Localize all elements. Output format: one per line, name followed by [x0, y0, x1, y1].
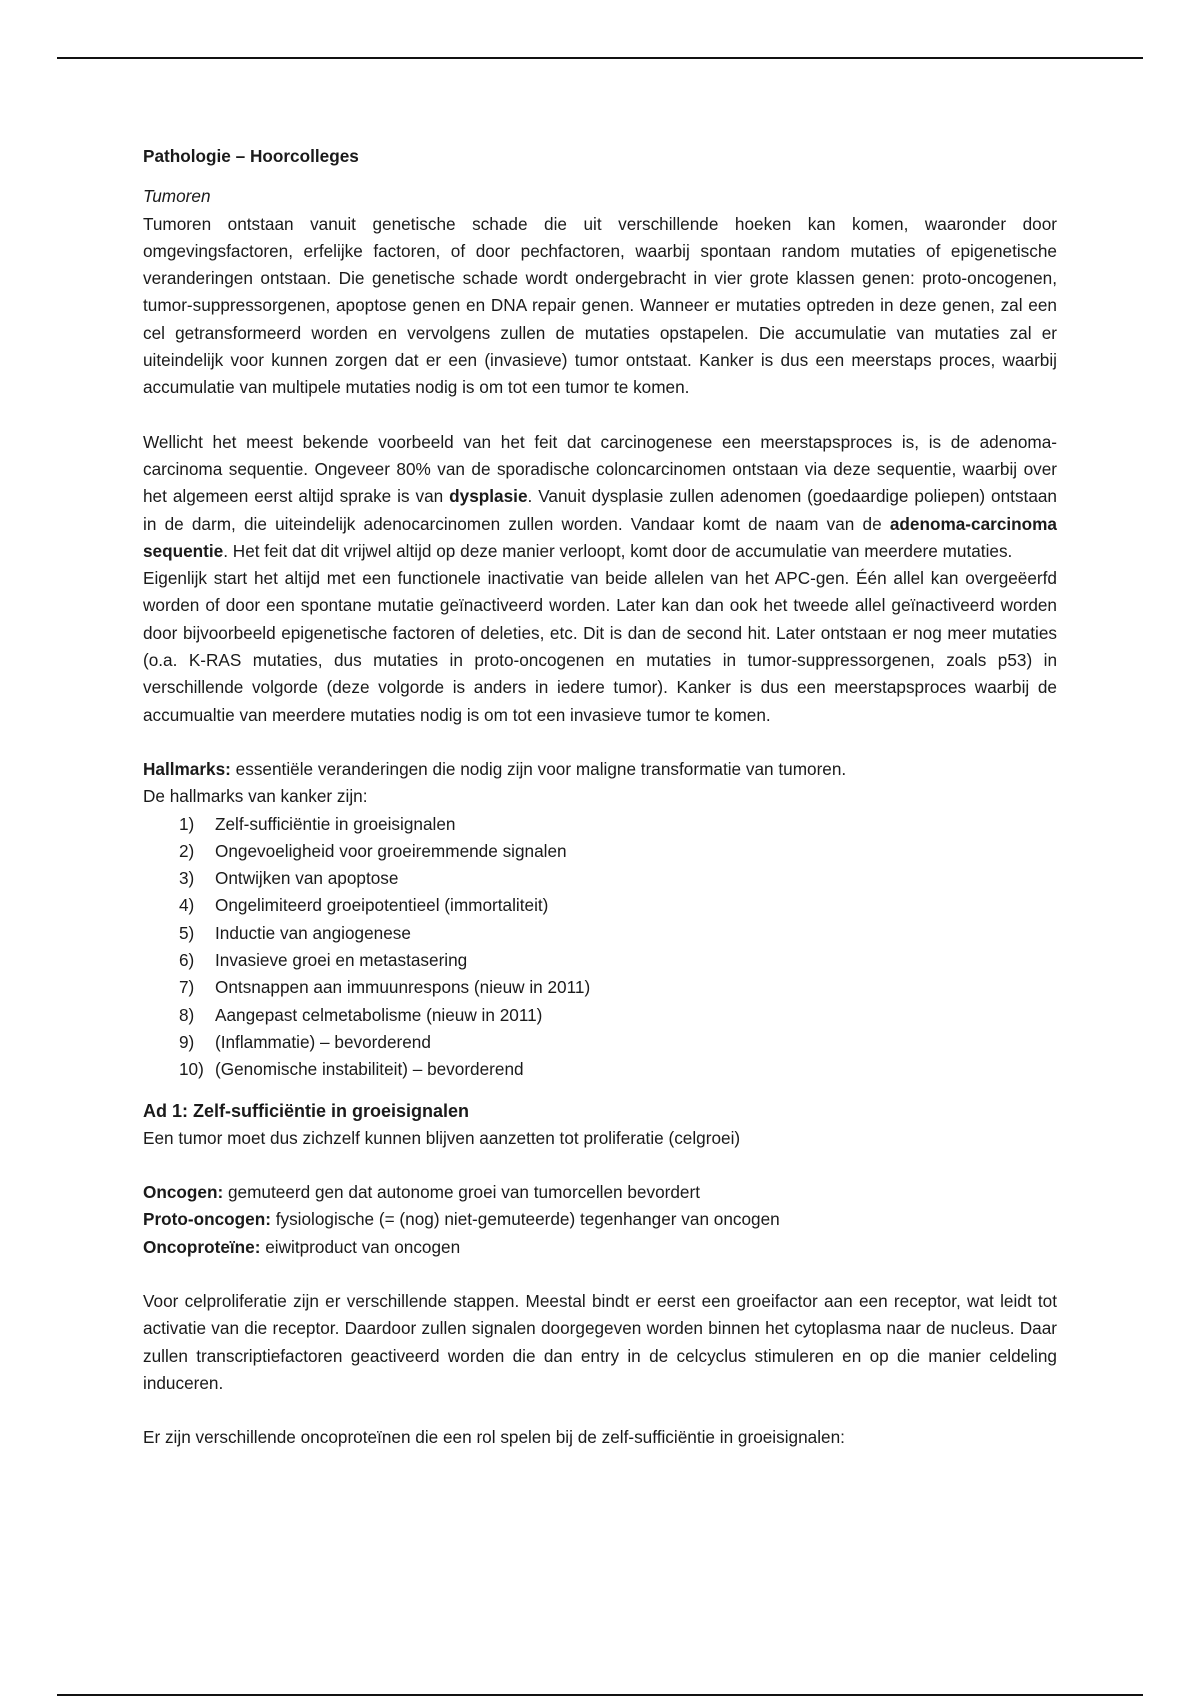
- document-title: Pathologie – Hoorcolleges: [143, 146, 359, 166]
- list-item: [179, 947, 1057, 974]
- bold-term-dysplasie: dysplasie: [449, 486, 528, 507]
- list-item-number: 9): [179, 1031, 195, 1052]
- list-item-text: Aangepast celmetabolisme (nieuw in 2011): [215, 1004, 543, 1025]
- list-item-number: 2): [179, 840, 195, 861]
- list-item: [179, 811, 1057, 838]
- paragraph-ad1-2: Er zijn verschillende oncoproteïnen die een rol spelen bij de zelf-sufficiëntie in groeisignalen:: [143, 1427, 845, 1448]
- list-item: [179, 974, 1057, 1001]
- paragraph-tumoren-2: [143, 429, 1057, 565]
- list-item-text: Zelf-sufficiëntie in groeisignalen: [215, 813, 456, 834]
- list-item-text: Ongelimiteerd groeipotentieel (immortaliteit): [215, 895, 549, 916]
- list-item-number: 3): [179, 868, 195, 889]
- paragraph-tumoren-3: Eigenlijk start het altijd met een functionele inactivatie van beide allelen van het APC-gen. Één allel kan overgeëerfd worden of door een spontane mutatie geïnactiveerd worden. Later kan dan ook het tweede allel geïnactiveerd worden door bijvoorbeeld epigenetische factoren of deleties, etc. Dit is dan de second hit. Later ontstaan er nog meer mutaties (o.a. K-RAS mutaties, dus mutaties in proto-oncogenen en mutaties in tumor-suppressorgenen, zoals p53) in verschillende volgorde (deze volgorde is anders in iedere tumor). Kanker is dus een meerstapsproces waarbij de accumualtie van meerdere mutaties nodig is om tot een invasieve tumor te komen.: [143, 568, 1057, 725]
- footer-rule: [57, 1694, 1143, 1696]
- list-item: [179, 1029, 1057, 1056]
- definition-oncoproteine: [143, 1234, 1057, 1261]
- list-item: [179, 1002, 1057, 1029]
- definition-text: fysiologische (= (nog) niet-gemuteerde) tegenhanger van oncogen: [270, 1209, 780, 1230]
- text-run: Wellicht het meest bekende voorbeeld van het feit dat carcinogenese een meerstapsproces is, is de adenoma-carcinoma sequentie. Ongeveer 80% van de sporadische coloncarcinomen ontstaan via deze sequentie, waarbij over het algemeen eerst altijd sprake is van: [143, 431, 1057, 507]
- section-heading-ad1: Ad 1: Zelf-sufficiëntie in groeisignalen: [143, 1100, 470, 1121]
- hallmarks-definition: [143, 756, 1057, 783]
- list-item: [179, 838, 1057, 865]
- paragraph-tumoren-1: Tumoren ontstaan vanuit genetische schade die uit verschillende hoeken kan komen, waaronder door omgevingsfactoren, erfelijke factoren, of door pechfactoren, waarbij spontaan random mutaties of epigenetische veranderingen ontstaan. Die genetische schade wordt ondergebracht in vier grote klassen genen: proto-oncogenen, tumor-suppressorgenen, apoptose genen en DNA repair genen. Wanneer er mutaties optreden in deze genen, zal een cel getransformeerd worden en vervolgens zullen de mutaties opstapelen. Die accumulatie van mutaties zal er uiteindelijk voor kunnen zorgen dat er een (invasieve) tumor ontstaat. Kanker is dus een meerstaps proces, waarbij accumulatie van multipele mutaties nodig is om tot een tumor te komen.: [143, 213, 1057, 398]
- list-item-text: Ongevoeligheid voor groeiremmende signalen: [215, 840, 567, 861]
- definition-text: eiwitproduct van oncogen: [260, 1236, 461, 1257]
- list-item-number: 4): [179, 895, 195, 916]
- ad1-intro: Een tumor moet dus zichzelf kunnen blijven aanzetten tot proliferatie (celgroei): [143, 1127, 741, 1148]
- list-item-number: 5): [179, 922, 195, 943]
- list-item-number: 1): [179, 813, 195, 834]
- header-rule: [57, 57, 1143, 59]
- list-item-number: 8): [179, 1004, 195, 1025]
- definition-text: gemuteerd gen dat autonome groei van tumorcellen bevordert: [223, 1182, 700, 1203]
- list-item-text: (Genomische instabiliteit) – bevorderend: [215, 1059, 524, 1080]
- definition-proto-oncogen: [143, 1206, 1057, 1233]
- list-item: [179, 1056, 1057, 1083]
- hallmarks-definition-text: essentiële veranderingen die nodig zijn voor maligne transformatie van tumoren.: [230, 758, 847, 779]
- list-item: [179, 920, 1057, 947]
- definition-oncogen: [143, 1179, 1057, 1206]
- hallmarks-list: [143, 811, 1057, 1084]
- section-subtitle-tumoren: Tumoren: [143, 186, 211, 207]
- text-run: . Het feit dat dit vrijwel altijd op deze manier verloopt, komt door de accumulatie van meerdere mutaties.: [223, 540, 1013, 561]
- list-item-number: 6): [179, 950, 195, 971]
- hallmarks-label: Hallmarks:: [143, 758, 231, 779]
- list-item-text: Invasieve groei en metastasering: [215, 950, 468, 971]
- text-run: . Vanuit dysplasie zullen adenomen (goedaardige poliepen) ontstaan in de darm, die uiteindelijk adenocarcinomen zullen worden. Vandaar komt de naam van de: [143, 486, 1057, 534]
- list-item-text: Ontsnappen aan immuunrespons (nieuw in 2011): [215, 977, 591, 998]
- list-item-text: (Inflammatie) – bevorderend: [215, 1031, 431, 1052]
- definition-term: Oncoproteïne:: [143, 1236, 261, 1257]
- list-item-number: 7): [179, 977, 195, 998]
- document-body: [143, 143, 1057, 1451]
- list-item: [179, 865, 1057, 892]
- hallmarks-intro: De hallmarks van kanker zijn:: [143, 786, 368, 807]
- list-item: [179, 892, 1057, 919]
- definition-term: Oncogen:: [143, 1182, 224, 1203]
- paragraph-ad1-1: Voor celproliferatie zijn er verschillende stappen. Meestal bindt er eerst een groeifactor aan een receptor, wat leidt tot activatie van die receptor. Daardoor zullen signalen doorgegeven worden binnen het cytoplasma naar de nucleus. Daar zullen transcriptiefactoren geactiveerd worden die dan entry in de celcyclus stimuleren en op die manier celdeling induceren.: [143, 1290, 1057, 1393]
- list-item-text: Ontwijken van apoptose: [215, 868, 399, 889]
- definition-term: Proto-oncogen:: [143, 1209, 271, 1230]
- list-item-number: 10): [179, 1059, 204, 1080]
- list-item-text: Inductie van angiogenese: [215, 922, 411, 943]
- bold-term-adenoma-carcinoma: adenoma-carcinoma sequentie: [143, 513, 1057, 561]
